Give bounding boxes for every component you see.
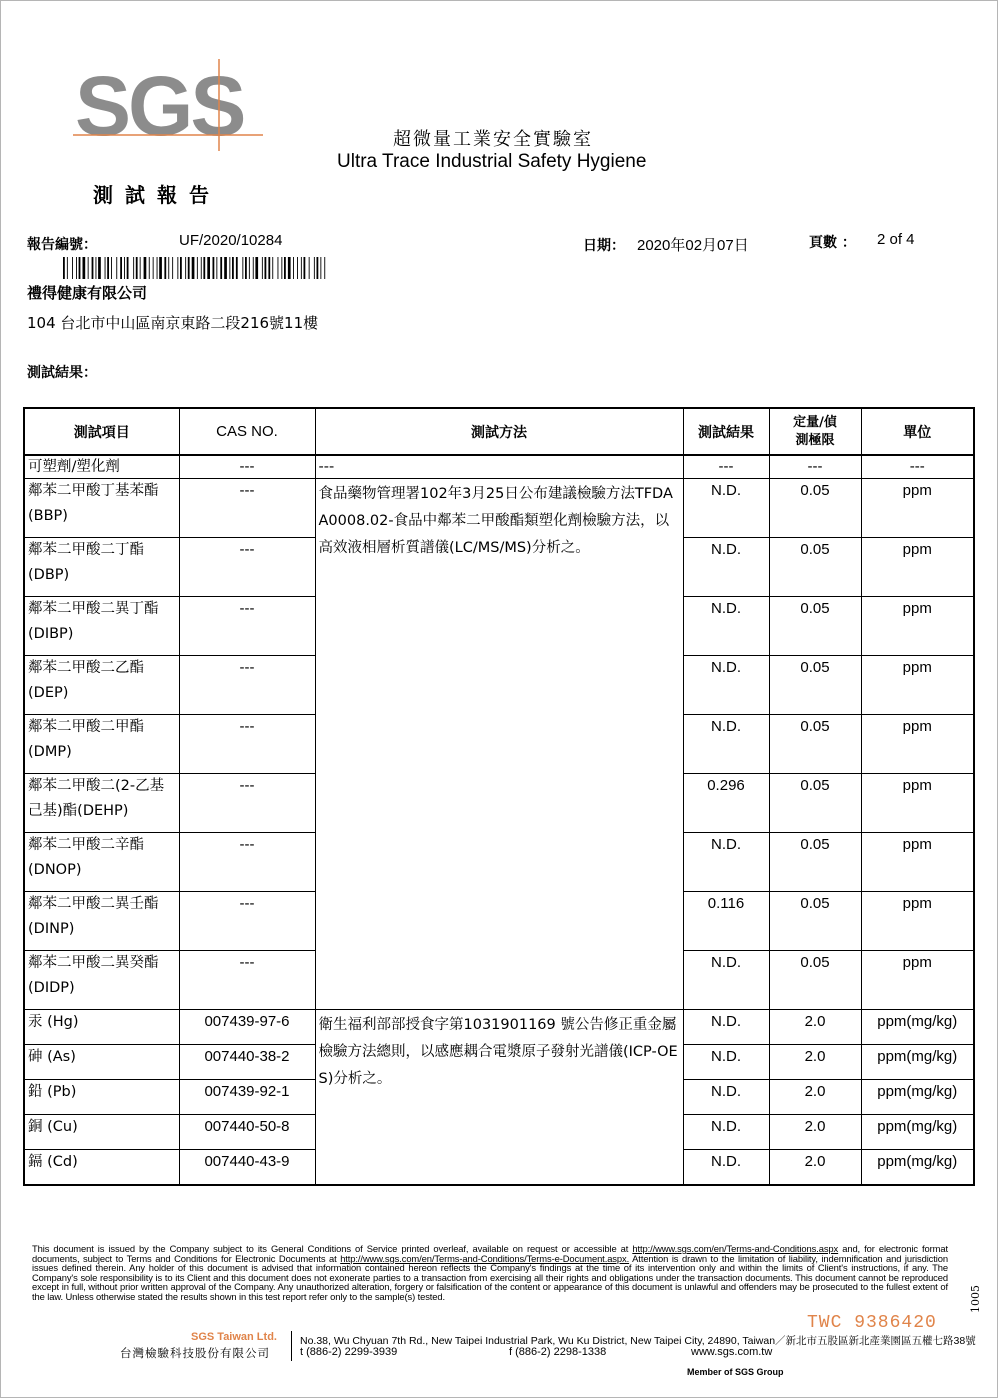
row-limit: 0.05 [769, 538, 861, 597]
sgs-logo [73, 59, 263, 151]
row-cas: 007440-43-9 [179, 1150, 315, 1186]
row-unit: ppm [861, 656, 974, 715]
footer-telephone: t (886-2) 2299-3939 [300, 1346, 398, 1358]
e-document-terms-link[interactable]: http://www.sgs.com/en/Terms-and-Conditions/Terms-e-Document.aspx. [340, 1252, 630, 1264]
row-limit: 2.0 [769, 1115, 861, 1150]
lab-name-en: Ultra Trace Industrial Safety Hygiene [337, 151, 647, 172]
row-unit: ppm [861, 833, 974, 892]
row-item: 鄰苯二甲酸二乙酯(DEP) [24, 656, 179, 715]
footer-fax: f (886-2) 2298-1338 [509, 1346, 607, 1358]
header-unit: 單位 [861, 408, 974, 455]
method-heavy-metals: 衛生福利部部授食字第1031901169 號公告修正重金屬檢驗方法總則，以感應耦合電漿原子發射光譜儀(ICP-OES)分析之。 [315, 1010, 683, 1186]
row-cas: --- [179, 479, 315, 538]
disclaimer-part-3: Attention is drawn to the limitation of liability, indemnification and jurisdiction issues defined therein. Any holder of this document is advised that information contained hereon reflects the Company's findings at the time of its intervention only and within the limits of Client's instructions, if any. The Company's sole responsibility is to its Client and this document does not exonerate parties to a transaction from exercising all their rights and obligations under the transaction documents. This document cannot be reproduced except in full, without prior written approval of the Company. Any unauthorized alteration, forgery or falsification of the content or appearance of this document is unlawful and offenders may be prosecuted to the fullest extent of the law. Unless otherwise stated the results shown in this test report refer only to the sample(s) tested. [32, 1252, 948, 1302]
row-cas: 007439-92-1 [179, 1080, 315, 1115]
barcode [63, 257, 413, 279]
row-result: N.D. [683, 538, 769, 597]
footer-member: Member of SGS Group [687, 1367, 784, 1377]
row-unit: ppm [861, 597, 974, 656]
header-test-item: 測試項目 [24, 408, 179, 455]
row-cas: --- [179, 774, 315, 833]
page-label: 頁數 ： [809, 235, 856, 251]
row-cas: --- [179, 715, 315, 774]
row-unit: ppm [861, 774, 974, 833]
row-limit: 0.05 [769, 715, 861, 774]
row-item: 鄰苯二甲酸二甲酯(DMP) [24, 715, 179, 774]
table-header-row [24, 408, 974, 455]
row-result: 0.296 [683, 774, 769, 833]
row-item: 鎘 (Cd) [24, 1150, 179, 1186]
row-unit: ppm [861, 715, 974, 774]
row-unit: ppm [861, 892, 974, 951]
date-label: 日期： [583, 238, 625, 254]
results-label: 測試結果： [27, 365, 97, 381]
disclaimer-part-1: This document is issued by the Company subject to its General Conditions of Service printed overleaf, available on request or accessible at [32, 1243, 629, 1254]
row-cas: --- [179, 951, 315, 1010]
section-result: --- [683, 455, 769, 479]
row-item: 鄰苯二甲酸丁基苯酯(BBP) [24, 479, 179, 538]
row-item: 鄰苯二甲酸二異癸酯(DIDP) [24, 951, 179, 1010]
row-item: 鄰苯二甲酸二(2-乙基己基)酯(DEHP) [24, 774, 179, 833]
row-limit: 0.05 [769, 597, 861, 656]
row-cas: --- [179, 597, 315, 656]
row-unit: ppm(mg/kg) [861, 1010, 974, 1045]
row-item: 鄰苯二甲酸二異丁酯(DIBP) [24, 597, 179, 656]
row-item: 汞 (Hg) [24, 1010, 179, 1045]
row-unit: ppm [861, 538, 974, 597]
report-no: UF/2020/10284 [179, 232, 283, 249]
section-cas: --- [179, 455, 315, 479]
row-limit: 2.0 [769, 1045, 861, 1080]
report-date: 2020年02月07日 [637, 237, 749, 254]
row-result: N.D. [683, 656, 769, 715]
row-cas: --- [179, 538, 315, 597]
row-unit: ppm(mg/kg) [861, 1080, 974, 1115]
row-result: N.D. [683, 833, 769, 892]
row-limit: 0.05 [769, 833, 861, 892]
row-cas: --- [179, 833, 315, 892]
sgs-taiwan-name: SGS Taiwan Ltd. [191, 1331, 277, 1343]
footer-divider [291, 1331, 292, 1361]
table-row [24, 479, 974, 538]
section-method: --- [315, 455, 683, 479]
row-result: 0.116 [683, 892, 769, 951]
row-result: N.D. [683, 1080, 769, 1115]
row-result: N.D. [683, 597, 769, 656]
sgs-taiwan-name-cn: 台灣檢驗科技股份有限公司 [120, 1346, 270, 1360]
row-limit: 2.0 [769, 1080, 861, 1115]
row-unit: ppm [861, 951, 974, 1010]
row-unit: ppm(mg/kg) [861, 1115, 974, 1150]
row-cas: --- [179, 892, 315, 951]
section-row-plasticizers [24, 455, 974, 479]
row-limit: 2.0 [769, 1150, 861, 1186]
section-unit: --- [861, 455, 974, 479]
row-cas: 007440-50-8 [179, 1115, 315, 1150]
row-item: 鄰苯二甲酸二異壬酯(DINP) [24, 892, 179, 951]
disclaimer-part-2: and, for electronic format documents, subject to Terms and Conditions for Electronic Documents at [32, 1243, 948, 1264]
row-limit: 2.0 [769, 1010, 861, 1045]
section-item: 可塑劑/塑化劑 [24, 455, 179, 479]
header-test-method: 測試方法 [315, 408, 683, 455]
lab-name-cn: 超微量工業安全實驗室 [393, 129, 593, 150]
row-item: 鄰苯二甲酸二辛酯(DNOP) [24, 833, 179, 892]
method-plasticizers: 食品藥物管理署102年3月25日公布建議檢驗方法TFDAA0008.02-食品中鄰苯二甲酸酯類塑化劑檢驗方法，以高效液相層析質譜儀(LC/MS/MS)分析之。 [315, 479, 683, 1010]
document-title: 測試報告 [93, 183, 221, 207]
row-result: N.D. [683, 1150, 769, 1186]
row-limit: 0.05 [769, 656, 861, 715]
row-result: N.D. [683, 479, 769, 538]
footer-disclaimer [32, 1244, 948, 1302]
row-item: 砷 (As) [24, 1045, 179, 1080]
header-result: 測試結果 [683, 408, 769, 455]
row-limit: 0.05 [769, 479, 861, 538]
row-limit: 0.05 [769, 774, 861, 833]
report-no-label: 報告編號： [27, 237, 97, 253]
footer-address: No.38, Wu Chyuan 7th Rd., New Taipei Industrial Park, Wu Ku District, New Taipei City, 24890, Taiwan／新北市五股區新北產業園區五權七路38號 [300, 1335, 976, 1347]
row-cas: --- [179, 656, 315, 715]
row-limit: 0.05 [769, 951, 861, 1010]
row-limit: 0.05 [769, 892, 861, 951]
header-limit: 定量/偵測極限 [769, 408, 861, 455]
page-number: 2 of 4 [877, 231, 915, 248]
row-result: N.D. [683, 715, 769, 774]
results-table [23, 407, 975, 1186]
row-item: 鄰苯二甲酸二丁酯(DBP) [24, 538, 179, 597]
terms-link[interactable]: http://www.sgs.com/en/Terms-and-Conditions.aspx [632, 1243, 839, 1254]
row-result: N.D. [683, 1010, 769, 1045]
header-cas-no: CAS NO. [179, 408, 315, 455]
row-item: 鉛 (Pb) [24, 1080, 179, 1115]
row-unit: ppm(mg/kg) [861, 1150, 974, 1186]
side-number: 1005 [969, 1285, 982, 1313]
table-row [24, 1010, 974, 1045]
row-result: N.D. [683, 1045, 769, 1080]
client-company: 禮得健康有限公司 [27, 284, 148, 302]
section-limit: --- [769, 455, 861, 479]
svg-text:SGS: SGS [75, 59, 244, 151]
row-item: 銅 (Cu) [24, 1115, 179, 1150]
row-cas: 007440-38-2 [179, 1045, 315, 1080]
client-address: 104 台北市中山區南京東路二段216號11樓 [27, 314, 319, 332]
row-result: N.D. [683, 951, 769, 1010]
row-cas: 007439-97-6 [179, 1010, 315, 1045]
row-unit: ppm(mg/kg) [861, 1045, 974, 1080]
row-result: N.D. [683, 1115, 769, 1150]
twc-serial: TWC 9386420 [807, 1313, 937, 1333]
row-unit: ppm [861, 479, 974, 538]
footer-website[interactable]: www.sgs.com.tw [691, 1346, 773, 1358]
